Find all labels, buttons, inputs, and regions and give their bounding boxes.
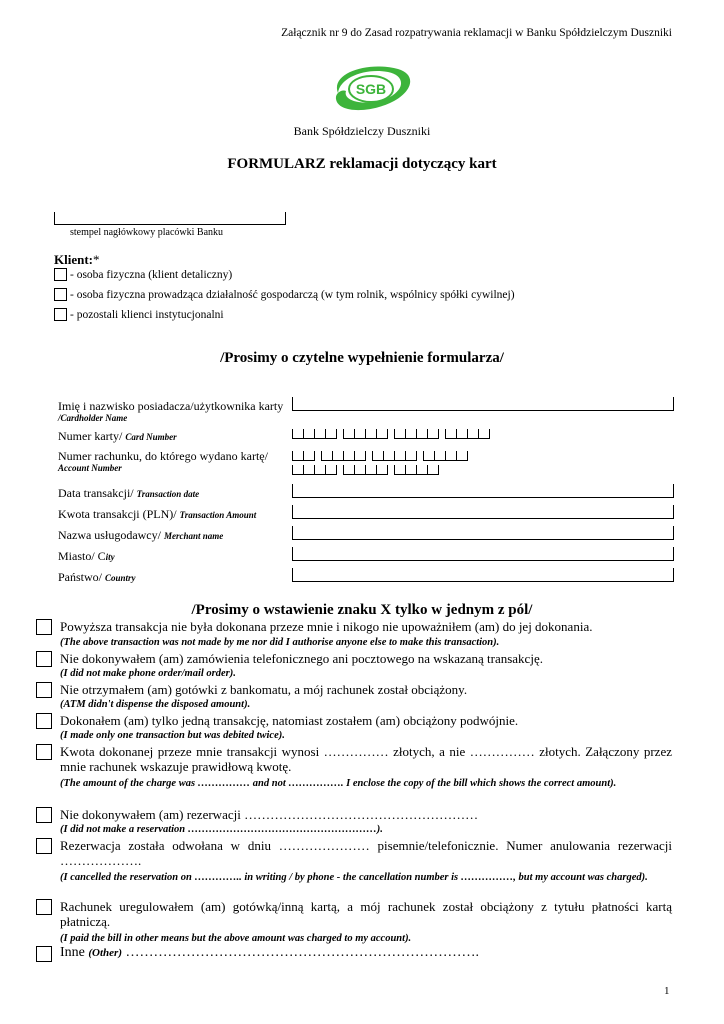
digit-cell[interactable] [314, 465, 325, 475]
reason-4-en: (I made only one transaction but was debited twice). [60, 730, 285, 741]
digit-cell[interactable] [376, 429, 388, 439]
digit-cell[interactable] [383, 451, 394, 461]
city-input[interactable] [292, 547, 674, 561]
digit-cell[interactable] [427, 429, 439, 439]
account-label-en: Account Number [58, 463, 122, 473]
reason-checkbox-3[interactable] [36, 682, 52, 698]
checkbox[interactable] [54, 308, 67, 321]
reason-checkbox-2[interactable] [36, 651, 52, 667]
fill-notice: /Prosimy o czytelne wypełnienie formularza/ [220, 350, 504, 366]
reason-checkbox-other[interactable] [36, 946, 52, 962]
digit-cell[interactable] [292, 465, 303, 475]
amount-label: Kwota transakcji (PLN)/ Transaction Amount [58, 507, 257, 521]
reason-checkbox-4[interactable] [36, 713, 52, 729]
date-label: Data transakcji/ Transaction date [58, 486, 200, 500]
digit-group[interactable] [292, 451, 315, 461]
digit-cell[interactable] [354, 451, 366, 461]
reason-7-en: (I cancelled the reservation on ………….. in writing / by phone - the cancellation number is ……………, but my account was charged). [60, 872, 648, 883]
digit-cell[interactable] [354, 429, 365, 439]
stamp-label: stempel nagłówkowy placówki Banku [70, 227, 224, 238]
reason-2-en: (I did not make phone order/mail order). [60, 668, 236, 679]
digit-cell[interactable] [325, 465, 337, 475]
digit-cell[interactable] [376, 465, 388, 475]
logo-text: SGB [355, 81, 387, 97]
client-heading: Klient:* [54, 252, 100, 267]
digit-group[interactable] [343, 429, 388, 439]
digit-cell[interactable] [456, 451, 468, 461]
country-label: Państwo/ Country [58, 570, 136, 584]
merchant-label: Nazwa usługodawcy/ Merchant name [58, 528, 224, 542]
digit-cell[interactable] [394, 451, 405, 461]
reason-3-text: Nie otrzymałem (am) gotówki z bankomatu, a mój rachunek został obciążony. [60, 682, 468, 697]
account-number-input-row2[interactable] [292, 465, 445, 475]
digit-cell[interactable] [467, 429, 478, 439]
digit-cell[interactable] [405, 451, 417, 461]
digit-group[interactable] [445, 429, 490, 439]
digit-cell[interactable] [434, 451, 445, 461]
digit-cell[interactable] [394, 465, 405, 475]
digit-cell[interactable] [405, 465, 416, 475]
reason-2-text: Nie dokonywałem (am) zamówienia telefonicznego ani pocztowego na wskazaną transakcję. [60, 651, 543, 666]
sgb-logo [328, 63, 414, 115]
digit-cell[interactable] [456, 429, 467, 439]
digit-cell[interactable] [303, 465, 314, 475]
city-label: Miasto/ City [58, 549, 115, 563]
digit-group[interactable] [292, 465, 337, 475]
date-input[interactable] [292, 484, 674, 498]
cardholder-label: Imię i nazwisko posiadacza/użytkownika karty [58, 399, 284, 413]
account-number-input-row1[interactable] [292, 451, 474, 461]
reason-3-en: (ATM didn't dispense the disposed amount). [60, 699, 251, 710]
merchant-input[interactable] [292, 526, 674, 540]
digit-group[interactable] [423, 451, 468, 461]
card-number-label: Numer karty/ Card Number [58, 429, 177, 443]
digit-cell[interactable] [325, 429, 337, 439]
form-title: FORMULARZ reklamacji dotyczący kart [227, 156, 497, 172]
digit-cell[interactable] [343, 451, 354, 461]
digit-group[interactable] [372, 451, 417, 461]
attachment-note: Załącznik nr 9 do Zasad rozpatrywania reklamacji w Banku Spółdzielczym Duszniki [281, 27, 672, 39]
reason-4-text: Dokonałem (am) tylko jedną transakcję, natomiast zostałem (am) obciążony podwójnie. [60, 713, 519, 728]
cardholder-label-en: /Cardholder Name [58, 413, 128, 423]
reason-1-en: (The above transaction was not made by me nor did I authorise anyone else to make this transaction). [60, 637, 500, 648]
reason-8-text: Rachunek uregulowałem (am) gotówką/inną kartą, a mój rachunek został obciążony z tytułu płatności kartą płatniczą. [60, 899, 672, 929]
reason-checkbox-1[interactable] [36, 619, 52, 635]
country-input[interactable] [292, 568, 674, 582]
reason-7-text: Rezerwacja została odwołana w dniu ………………… pisemnie/telefonicznie. Numer anulowania rezerwacji ………………. [60, 838, 672, 868]
digit-cell[interactable] [354, 465, 365, 475]
digit-cell[interactable] [445, 451, 456, 461]
digit-cell[interactable] [292, 451, 303, 461]
digit-cell[interactable] [372, 451, 383, 461]
digit-cell[interactable] [416, 465, 427, 475]
account-label: Numer rachunku, do którego wydano kartę/ [58, 449, 268, 463]
checkbox[interactable] [54, 268, 67, 281]
client-option-business[interactable]: - osoba fizyczna prowadząca działalność gospodarczą (w tym rolnik, wspólnicy spółki cywilnej) [54, 288, 515, 301]
digit-cell[interactable] [292, 429, 303, 439]
reason-other-text: Inne (Other) …………………………………………………………………. [60, 945, 479, 960]
digit-cell[interactable] [343, 429, 354, 439]
digit-cell[interactable] [365, 429, 376, 439]
card-number-input[interactable] [292, 429, 496, 439]
digit-cell[interactable] [423, 451, 434, 461]
digit-cell[interactable] [303, 451, 315, 461]
digit-cell[interactable] [343, 465, 354, 475]
reason-6-en: (I did not make a reservation ………………………………………………). [60, 824, 383, 835]
amount-input[interactable] [292, 505, 674, 519]
reason-6-text: Nie dokonywałem (am) rezerwacji ……………………………………………… [60, 807, 479, 822]
digit-cell[interactable] [394, 429, 405, 439]
digit-group[interactable] [394, 429, 439, 439]
reason-checkbox-5[interactable] [36, 744, 52, 760]
digit-cell[interactable] [303, 429, 314, 439]
digit-cell[interactable] [416, 429, 427, 439]
digit-group[interactable] [292, 429, 337, 439]
digit-cell[interactable] [365, 465, 376, 475]
stamp-area [54, 212, 286, 225]
reason-5-en: (The amount of the charge was …………… and not ……………. I enclose the copy of the bill which shows the correct amount). [60, 778, 617, 789]
digit-group[interactable] [321, 451, 366, 461]
digit-cell[interactable] [405, 429, 416, 439]
page-number: 1 [664, 985, 670, 997]
digit-cell[interactable] [445, 429, 456, 439]
digit-group[interactable] [343, 465, 388, 475]
x-notice: /Prosimy o wstawienie znaku X tylko w jednym z pól/ [191, 602, 533, 618]
digit-cell[interactable] [321, 451, 332, 461]
digit-cell[interactable] [332, 451, 343, 461]
reason-8-en: (I paid the bill in other means but the above amount was charged to my account). [60, 933, 412, 944]
client-option-institutional[interactable]: - pozostali klienci instytucjonalni [54, 308, 224, 321]
reason-1-text: Powyższa transakcja nie była dokonana przeze mnie i nikogo nie upoważniłem (am) do jej dokonania. [60, 619, 593, 634]
digit-cell[interactable] [314, 429, 325, 439]
checkbox[interactable] [54, 288, 67, 301]
client-option-individual[interactable]: - osoba fizyczna (klient detaliczny) [54, 268, 232, 281]
reason-checkbox-7[interactable] [36, 838, 52, 854]
digit-group[interactable] [394, 465, 439, 475]
digit-cell[interactable] [478, 429, 490, 439]
reason-checkbox-6[interactable] [36, 807, 52, 823]
digit-cell[interactable] [427, 465, 439, 475]
reason-checkbox-8[interactable] [36, 899, 52, 915]
bank-name: Bank Spółdzielczy Duszniki [293, 124, 431, 138]
reason-5-text: Kwota dokonanej przeze mnie transakcji wynosi …………… złotych, a nie …………… złotych. Załączony przez mnie rachunek wskazuje prawidłową kwotę. [60, 744, 672, 774]
cardholder-input[interactable] [292, 397, 674, 411]
